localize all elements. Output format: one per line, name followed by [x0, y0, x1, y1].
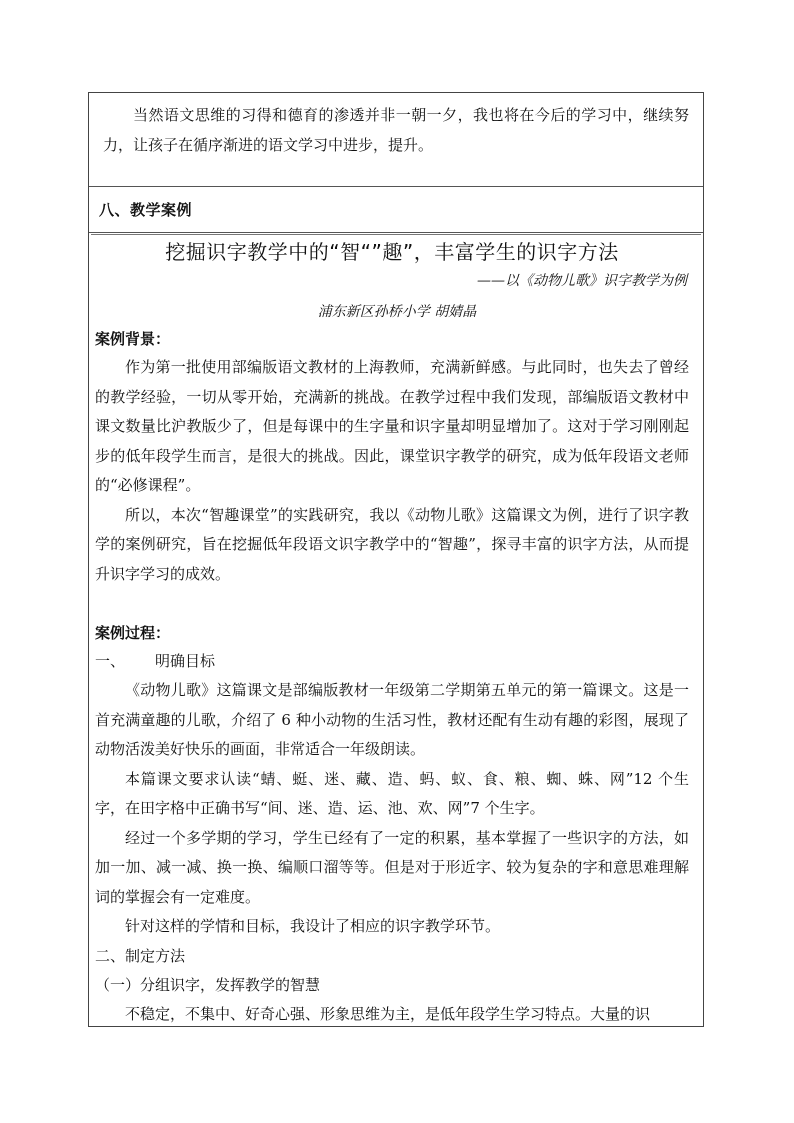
background-paragraph: 所以，本次“智趣课堂”的实践研究，我以《动物儿歌》这篇课文为例，进行了识字教学的案例研究，旨在挖掘低年段语文识字教学中的“智趣”，探寻丰富的识字方法，从而提升识字学习的成效。	[95, 505, 689, 583]
background-heading: 案例背景：	[95, 330, 171, 348]
article-title: 挖掘识字教学中的“智“”趣”，丰富学生的识字方法	[165, 240, 619, 264]
step-number: 一、	[95, 652, 126, 670]
step-paragraph: 本篇课文要求认读“蜻、蜓、迷、藏、造、蚂、蚁、食、粮、蜘、蛛、网”12 个生字，在田字格中正确书写“间、迷、造、运、池、欢、网”7 个生字。	[95, 769, 689, 817]
step-paragraph: 针对这样的学情和目标，我设计了相应的识字教学环节。	[125, 917, 501, 935]
document-table	[88, 92, 704, 1027]
sub-step-heading: （一）分组识字，发挥教学的智慧	[95, 975, 321, 994]
previous-section-cell	[89, 93, 703, 187]
step-label: 明确目标	[155, 652, 216, 670]
spacer	[95, 589, 689, 619]
process-heading: 案例过程：	[95, 624, 171, 642]
article-body	[89, 235, 703, 1026]
step2-heading: 二、制定方法	[95, 946, 186, 965]
sub-step-paragraph: 不稳定，不集中、好奇心强、形象思维为主，是低年段学生学习特点。大量的识	[125, 1004, 651, 1023]
step-paragraph: 经过一个多学期的学习，学生已经有了一定的积累，基本掌握了一些识字的方法，如加一加、减一减、换一换、编顺口溜等等。但是对于形近字、较为复杂的字和意思难理解词的掌握会有一定难度。	[95, 828, 689, 906]
background-paragraph: 作为第一批使用部编版语文教材的上海教师，充满新鲜感。与此同时，也失去了曾经的教学经验，一切从零开始，充满新的挑战。在教学过程中我们发现，部编版语文教材中课文数量比沪教版少了，但是每课中的生字量和识字量却明显增加了。这对于学习刚刚起步的低年段学生而言，是很大的挑战。因此，课堂识字教学的研究，成为低年段语文老师的“必修课程”。	[95, 358, 689, 494]
article-author: 浦东新区孙桥小学 胡婧晶	[317, 304, 477, 320]
article-subtitle: ——以《动物儿歌》识字教学为例	[477, 273, 687, 289]
step-heading	[95, 647, 689, 676]
section-heading: 八、教学案例	[99, 201, 193, 219]
step-paragraph: 《动物儿歌》这篇课文是部编版教材一年级第二学期第五单元的第一篇课文。这是一首充满童趣的儿歌，介绍了 6 种小动物的生活习性，教材还配有生动有趣的彩图，展现了动物活泼美好快乐的画面，非常适合一年级朗读。	[95, 681, 689, 758]
closing-paragraph: 当然语文思维的习得和德育的渗透并非一朝一夕，我也将在今后的学习中，继续努力，让孩子在循序渐进的语文学习中进步，提升。	[103, 106, 689, 154]
section-heading-cell	[89, 187, 703, 233]
